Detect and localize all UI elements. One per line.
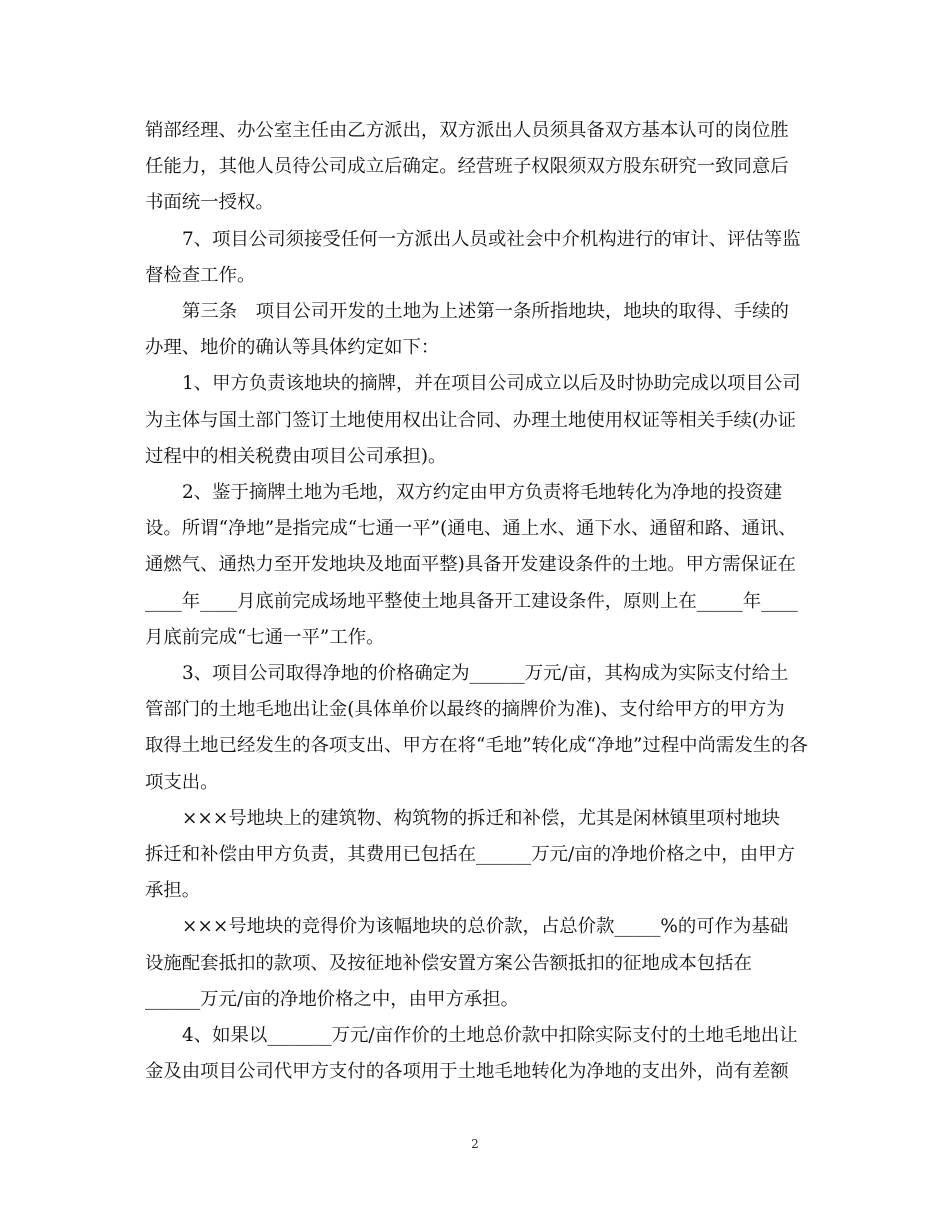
text-line: 办理、地价的确认等具体约定如下： bbox=[145, 337, 440, 359]
text-line: 4、如果以_______万元/亩作价的土地总价款中扣除实际支付的土地毛地出让 bbox=[182, 1025, 798, 1047]
paragraph bbox=[145, 656, 808, 801]
text-line: 销部经理、办公室主任由乙方派出，双方派出人员须具备双方基本认可的岗位胜 bbox=[145, 120, 789, 141]
text-line: 任能力，其他人员待公司成立后确定。经营班子权限须双方股东研究一致同意后 bbox=[145, 156, 789, 178]
text-line: 设。所谓“净地”是指完成“七通一平”(通电、通上水、通下水、通留和路、通讯、 bbox=[145, 518, 797, 540]
text-line: 取得土地已经发生的各项支出、甲方在将“毛地”转化成“净地”过程中尚需发生的各 bbox=[145, 735, 808, 757]
paragraph bbox=[145, 113, 808, 222]
text-line: ____年____月底前完成场地平整使土地具备开工建设条件，原则上在_____年____ bbox=[145, 590, 798, 612]
text-line: 过程中的相关税费由项目公司承担)。 bbox=[145, 445, 447, 467]
text-line: 设施配套抵扣的款项、及按征地补偿安置方案公告额抵扣的征地成本包括在 bbox=[145, 952, 752, 974]
text-line: 3、项目公司取得净地的价格确定为______万元/亩，其构成为实际支付给土 bbox=[182, 663, 789, 685]
text-line: 督检查工作。 bbox=[145, 264, 256, 286]
text-line: 项支出。 bbox=[145, 771, 219, 793]
text-line: 7、项目公司须接受任何一方派出人员或社会中介机构进行的审计、评估等监 bbox=[182, 228, 801, 250]
text-line: 1、甲方负责该地块的摘牌，并在项目公司成立以后及时协助完成以项目公司 bbox=[182, 373, 801, 395]
paragraph bbox=[145, 222, 808, 294]
text-line: ×××号地块上的建筑物、构筑物的拆迁和补偿，尤其是闲林镇里项村地块 bbox=[182, 807, 780, 829]
paragraph bbox=[145, 1018, 808, 1090]
text-line: ______万元/亩的净地价格之中，由甲方承担。 bbox=[145, 988, 520, 1010]
text-line: 金及由项目公司代甲方支付的各项用于土地毛地转化为净地的支出外，尚有差额 bbox=[145, 1061, 789, 1083]
text-line: ×××号地块的竞得价为该幅地块的总价款，占总价款_____%的可作为基础 bbox=[182, 916, 789, 938]
text-line: 为主体与国土部门签订土地使用权出让合同、办理土地使用权证等相关手续(办证 bbox=[145, 409, 796, 431]
text-line: 通燃气、通热力至开发地块及地面平整)具备开发建设条件的土地。甲方需保证在 bbox=[145, 554, 796, 576]
text-line: 书面统一授权。 bbox=[145, 192, 274, 214]
page-number: 2 bbox=[471, 1137, 479, 1151]
paragraph bbox=[145, 366, 808, 475]
text-line: 承担。 bbox=[145, 880, 201, 902]
text-line: 第三条 项目公司开发的土地为上述第一条所指地块，地块的取得、手续的 bbox=[182, 301, 789, 323]
text-line: 管部门的土地毛地出让金(具体单价以最终的摘牌价为准)、支付给甲方的甲方为 bbox=[145, 699, 785, 721]
paragraph bbox=[145, 801, 808, 910]
paragraph bbox=[145, 909, 808, 1018]
text-line: 2、鉴于摘牌土地为毛地，双方约定由甲方负责将毛地转化为净地的投资建 bbox=[182, 482, 783, 504]
document-body bbox=[145, 113, 808, 1090]
paragraph bbox=[145, 475, 808, 656]
paragraph bbox=[145, 294, 808, 366]
text-line: 拆迁和补偿由甲方负责，其费用已包括在______万元/亩的净地价格之中，由甲方 bbox=[145, 844, 795, 866]
text-line: 月底前完成“七通一平”工作。 bbox=[145, 626, 385, 648]
